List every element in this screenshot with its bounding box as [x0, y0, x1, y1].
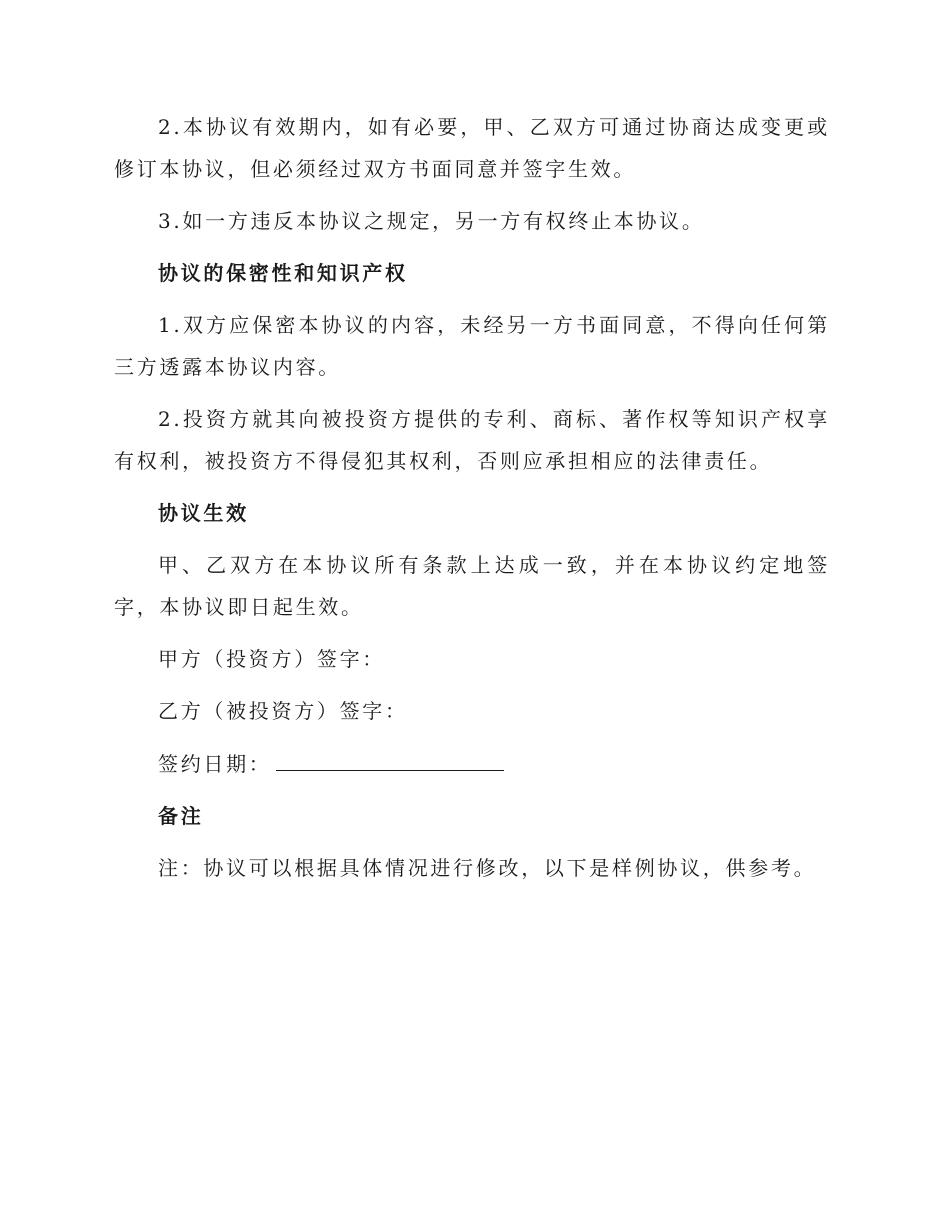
clause-termination: 3.如一方违反本协议之规定，另一方有权终止本协议。 — [158, 209, 705, 233]
section-heading-confidentiality: 协议的保密性和知识产权 — [158, 261, 408, 285]
signing-date-row — [114, 742, 830, 785]
section-heading-remarks: 备注 — [158, 804, 204, 828]
party-b-signature: 乙方（被投资方）签字： — [158, 699, 408, 723]
signing-date-label: 签约日期： — [158, 752, 272, 776]
party-a-signature: 甲方（投资方）签字： — [158, 647, 385, 671]
effectiveness-text: 甲、乙双方在本协议所有条款上达成一致，并在本协议约定地签字，本协议即日起生效。 — [114, 553, 830, 619]
clause-intellectual-property: 2.投资方就其向被投资方提供的专利、商标、著作权等知识产权享有权利，被投资方不得侵犯其权利，否则应承担相应的法律责任。 — [114, 407, 830, 473]
clause-confidentiality: 1.双方应保密本协议的内容，未经另一方书面同意，不得向任何第三方透露本协议内容。 — [114, 313, 830, 379]
document-body — [114, 106, 830, 899]
remarks-note: 注：协议可以根据具体情况进行修改，以下是样例协议，供参考。 — [158, 856, 817, 880]
clause-amendment: 2.本协议有效期内，如有必要，甲、乙双方可通过协商达成变更或修订本协议，但必须经过双方书面同意并签字生效。 — [114, 115, 830, 181]
section-heading-effectiveness: 协议生效 — [158, 501, 249, 525]
signing-date-blank-line — [276, 742, 504, 771]
